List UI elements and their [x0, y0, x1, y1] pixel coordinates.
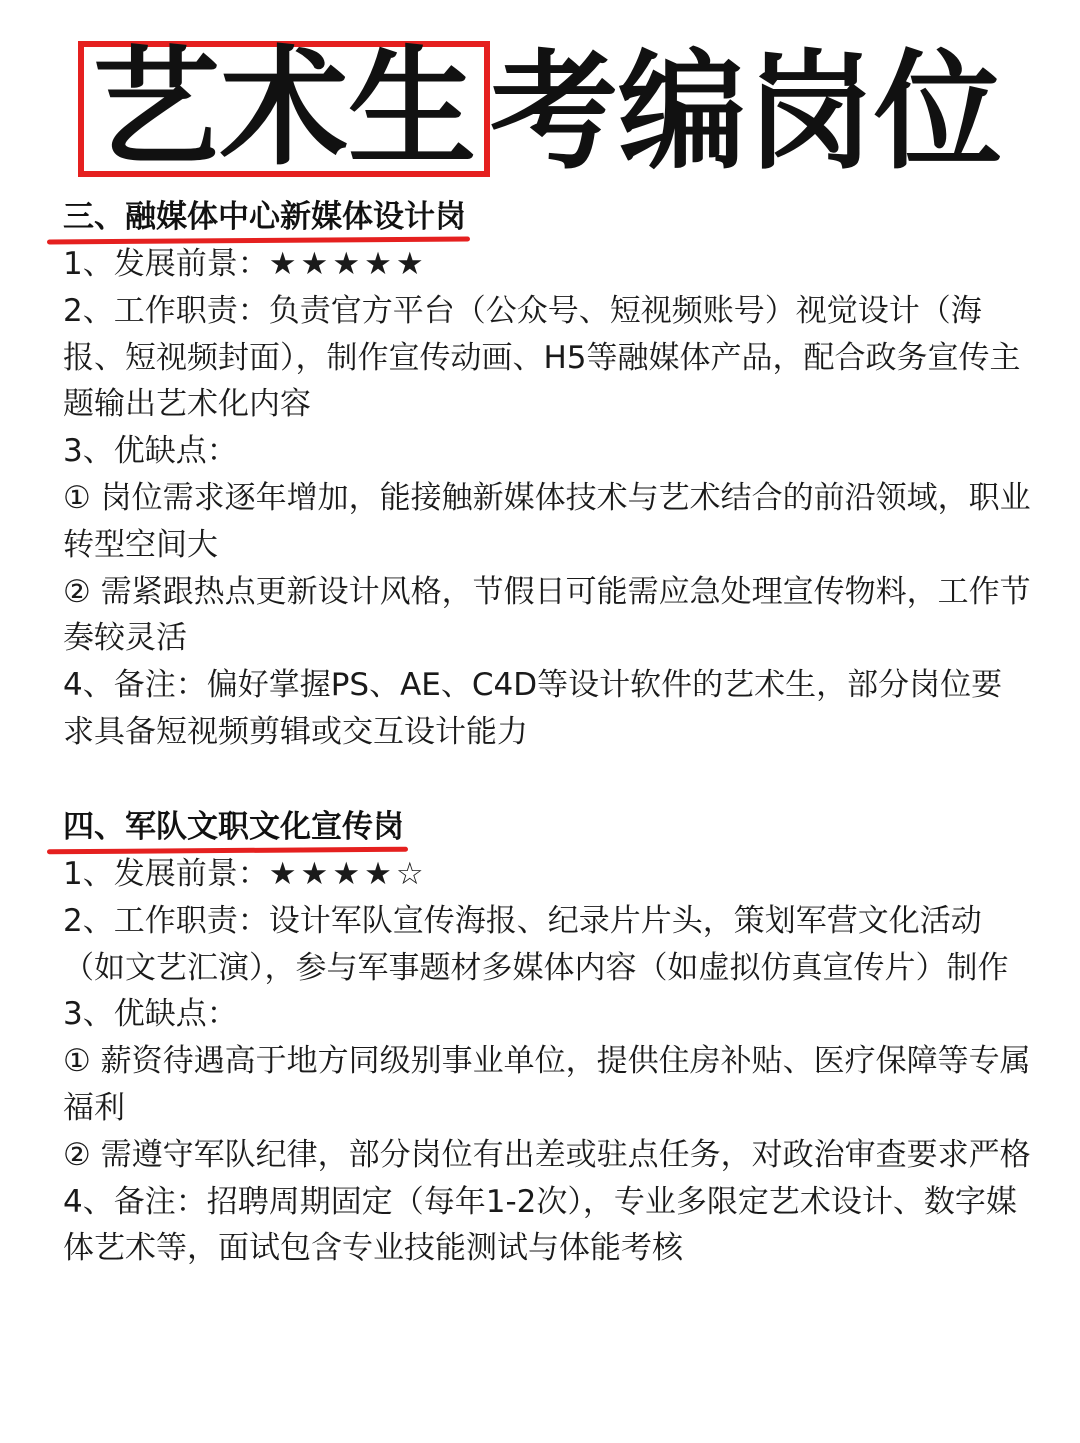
section-heading-text: 四、军队文职文化宣传岗 — [63, 809, 404, 845]
section-heading-text: 三、融媒体中心新媒体设计岗 — [63, 199, 466, 235]
prospect-line — [63, 241, 1033, 288]
note-text: 4、备注：招聘周期固定（每年1-2次），专业多限定艺术设计、数字媒体艺术等，面试包含专业技能测试与体能考核 — [63, 1183, 1017, 1267]
prospect-stars: ★★★★★ — [268, 246, 428, 282]
section-heading — [63, 803, 404, 851]
title-rest-text: 考编岗位 — [490, 37, 1003, 187]
section-new-media-design — [63, 193, 1033, 756]
duty-text: 2、工作职责：负责官方平台（公众号、短视频账号）视觉设计（海报、短视频封面），制作宣传动画、H5等融媒体产品，配合政务宣传主题输出艺术化内容 — [63, 292, 1021, 423]
section-heading — [63, 193, 466, 241]
pros-cons-point-1: ① 薪资待遇高于地方同级别事业单位，提供住房补贴、医疗保障等专属福利 — [63, 1043, 1031, 1126]
duty-text: 2、工作职责：设计军队宣传海报、纪录片片头，策划军营文化活动（如文艺汇演），参与军事题材多媒体内容（如虚拟仿真宣传片）制作 — [63, 902, 1009, 986]
page-title — [0, 30, 1080, 187]
pros-cons-point-2: ② 需紧跟热点更新设计风格，节假日可能需应急处理宣传物料，工作节奏较灵活 — [63, 573, 1031, 657]
pros-cons-label: 3、优缺点： — [63, 433, 238, 470]
prospect-stars: ★★★★☆ — [268, 856, 428, 892]
prospect-line — [63, 851, 1033, 898]
title-highlight-box — [78, 33, 490, 183]
title-highlight-text: 艺术生 — [91, 33, 476, 183]
pros-cons-point-2: ② 需遵守军队纪律，部分岗位有出差或驻点任务，对政治审查要求严格 — [63, 1136, 1031, 1173]
section-military-culture — [63, 803, 1033, 1272]
pros-cons-point-1: ① 岗位需求逐年增加，能接触新媒体技术与艺术结合的前沿领域，职业转型空间大 — [63, 479, 1031, 563]
prospect-label: 1、发展前景： — [63, 856, 269, 892]
note-text: 4、备注：偏好掌握PS、AE、C4D等设计软件的艺术生，部分岗位要求具备短视频剪辑或交互设计能力 — [63, 667, 1003, 750]
prospect-label: 1、发展前景： — [63, 246, 269, 282]
pros-cons-label: 3、优缺点： — [63, 996, 238, 1033]
